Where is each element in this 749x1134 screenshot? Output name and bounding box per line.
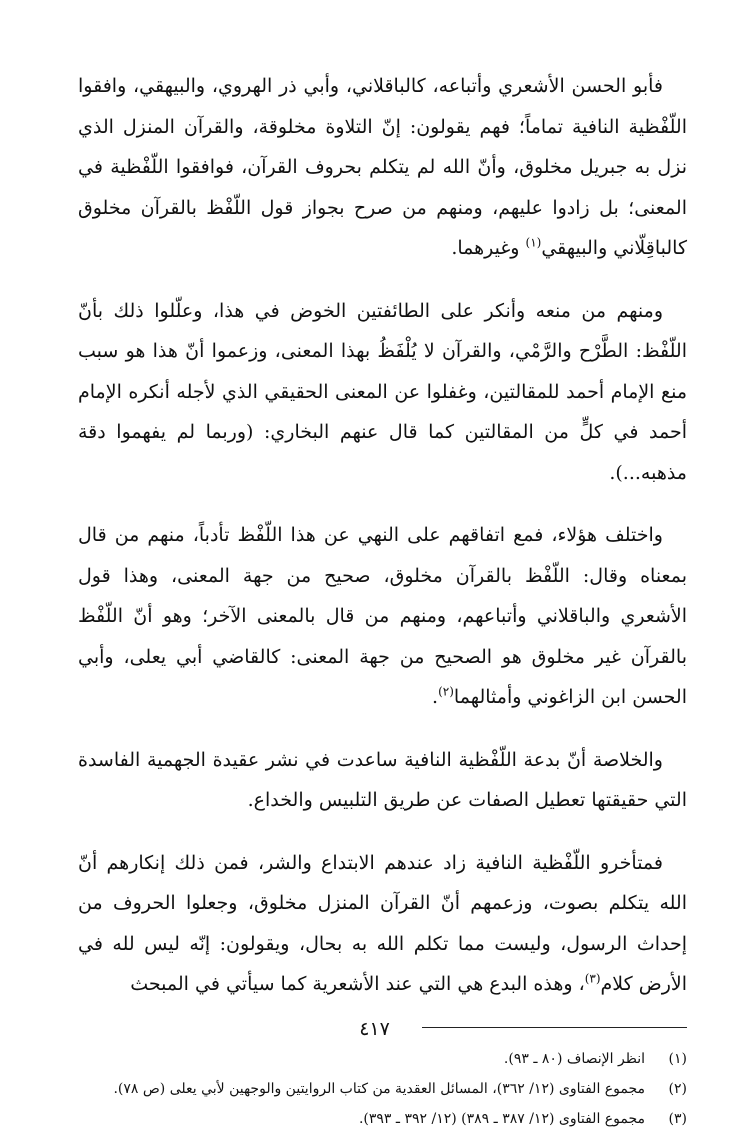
paragraph-5-tail: ، وهذه البدع هي التي عند الأشعرية كما سيأتي في المبحث [130,973,585,995]
paragraph-3-text: واختلف هؤلاء، فمع اتفاقهم على النهي عن هذا اللّفْظ تأدباً، منهم من قال بمعناه وقال: اللّفْظ بالقرآن مخلوق، صحيح من جهة المعنى، وهذا قول الأشعري والباقلاني وأتباعهم، ومنهم من قال بالمعنى الآخر؛ وهو أنّ اللّفْظ بالقرآن غير مخلوق هو الصحيح من جهة المعنى: كالقاضي أبي يعلى، وأبي الحسن ابن الزاغوني وأمثالهما [78,524,687,708]
paragraph-1 [78,66,687,269]
footnote-2-number: (٢) [668,1080,687,1097]
paragraph-2-text: ومنهم من منعه وأنكر على الطائفتين الخوض في هذا، وعلّلوا ذلك بأنّ اللّفْظ: الطَّرْح والرَّمْي، والقرآن لا يُلْفَظُ بهذا المعنى، وزعموا أنّ هذا هو سبب منع الإمام أحمد للمقالتين، وغفلوا عن المعنى الحقيقي الذي لأجله أنكره الإمام أحمد في كلٍّ من المقالتين كما قال عنهم البخاري: (وربما لم يفهموا دقة مذهبه...). [78,299,687,484]
footnote-3 [78,1104,687,1134]
paragraph-3-tail: . [432,686,439,708]
paragraph-5-text: فمتأخرو اللّفْظية النافية زاد عندهم الابتداع والشر، فمن ذلك إنكارهم أنّ الله يتكلم بصوت، وزعمهم أنّ القرآن المنزل مخلوق، وجعلوا الحروف من إحداث الرسول، وليست مما تكلم الله به بحال، ويقولون: إنّه ليس لله في الأرض كلام [78,851,687,995]
paragraph-4-text: والخلاصة أنّ بدعة اللّفْظية النافية ساعدت في نشر عقيدة الجهمية الفاسدة التي حقيقتها تعطيل الصفات عن طريق التلبيس والخداع. [78,748,687,811]
paragraph-3 [78,515,687,718]
footnotes [78,1044,687,1134]
footnote-marker-3: (٣) [584,971,601,986]
paragraph-5 [78,843,687,1005]
footnote-1-text: انظر الإنصاف (٨٠ ـ ٩٣). [503,1050,645,1067]
footnote-marker-1: (١) [525,235,542,250]
footnote-1-number: (١) [668,1050,687,1067]
paragraph-1-tail: وغيرهما. [451,237,526,259]
paragraph-4 [78,740,687,821]
footnote-3-number: (٣) [668,1110,687,1127]
main-text [78,66,687,1005]
footnote-marker-2: (٢) [438,684,454,699]
footnote-2-text: مجموع الفتاوى (١٢/ ٣٦٢)، المسائل العقدية من كتاب الروايتين والوجهين لأبي يعلى (ص ٧٨). [113,1080,645,1097]
footnote-1 [78,1044,687,1074]
paragraph-1-text: فأبو الحسن الأشعري وأتباعه، كالباقلاني، وأبي ذر الهروي، والبيهقي، وافقوا اللّفْظية النافية تماماً؛ فهم يقولون: إنّ التلاوة مخلوقة، والقرآن المنزل الذي نزل به جبريل مخلوق، وأنّ الله لم يتكلم بحروف القرآن، فوافقوا اللّفْظية في المعنى؛ بل زادوا عليهم، ومنهم من صرح بجواز قول اللّفْظ بالقرآن مخلوق كالباقِلّاني والبيهقي [78,75,687,259]
footnote-3-text: مجموع الفتاوى (١٢/ ٣٨٧ ـ ٣٨٩) (١٢/ ٣٩٢ ـ ٣٩٣). [358,1110,645,1127]
paragraph-2 [78,291,687,494]
footnote-2 [78,1074,687,1104]
page-number: ٤١٧ [359,1018,390,1040]
